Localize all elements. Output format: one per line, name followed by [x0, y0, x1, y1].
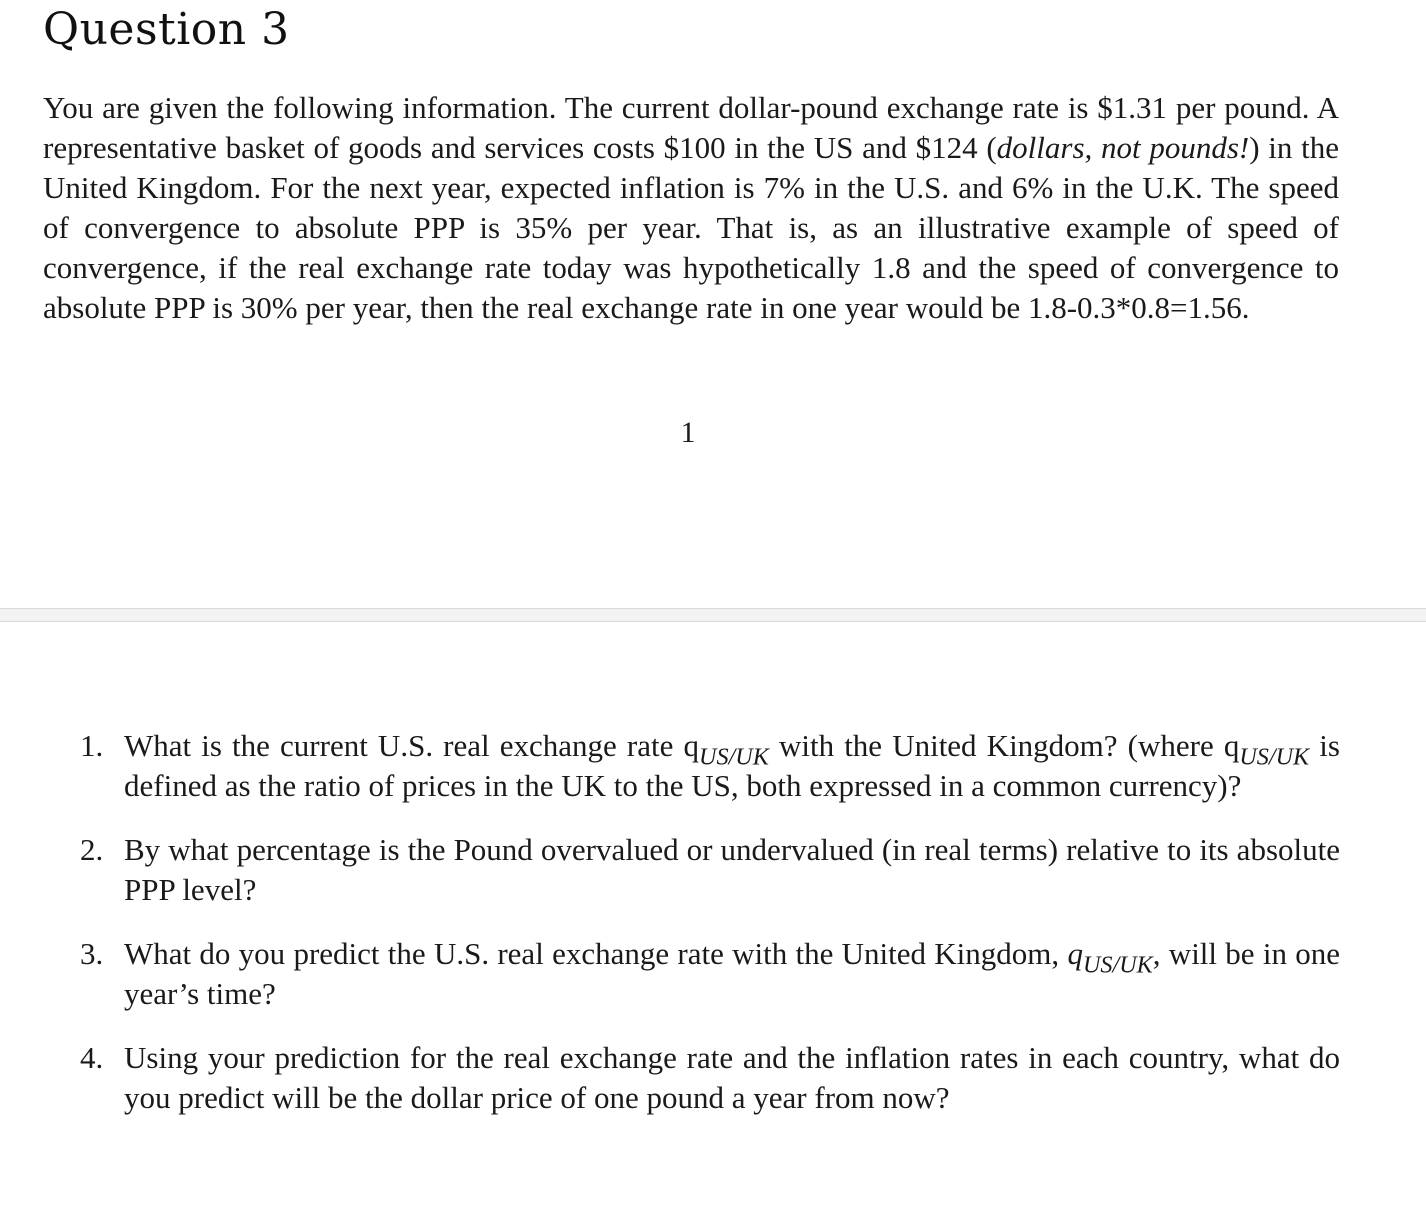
- question-number: 1.: [80, 728, 104, 763]
- q-base: q: [683, 728, 699, 763]
- intro-text-part2: ) in the United Kingdom. For the next year, expected inflation is 7% in the U.S. and 6% in the U.K. The speed of convergence to absolute PPP is 35% per year. That is, as an illustrative example of speed of convergence, if the real exchange rate today was hypothetically 1.8 and the speed of convergence to absolute PPP is 30% per year, then the real exchange rate in one year would be 1.8-0.3*0.8=1.56.: [43, 130, 1339, 325]
- question-text: What do you predict the U.S. real exchange rate with the United Kingdom,: [124, 936, 1068, 971]
- q-subscript: US/UK: [699, 743, 769, 771]
- question-item-2: [80, 830, 1340, 910]
- question-item-3: [80, 934, 1340, 1014]
- intro-text-part1: You are given the following information. The current dollar-pound exchange rate is $1.31 per pound. A representative basket of goods and services costs $100 in the US and $124 (: [43, 90, 1339, 165]
- q-subscript: US/UK: [1082, 951, 1153, 979]
- page-separator: [0, 608, 1426, 622]
- question-text: By what percentage is the Pound overvalued or undervalued (in real terms) relative to its absolute PPP level?: [124, 832, 1340, 907]
- question-text: , will be in one year’s time?: [124, 936, 1340, 1011]
- intro-emphasis: dollars, not pounds!: [996, 130, 1250, 165]
- q-us-uk-symbol: [1223, 728, 1310, 771]
- question-item-1: [80, 726, 1340, 806]
- question-number: 2.: [80, 832, 104, 867]
- question-list: [80, 726, 1340, 1118]
- q-base: q: [1223, 728, 1240, 763]
- question-item-4: [80, 1038, 1340, 1118]
- question-text: What is the current U.S. real exchange rate: [124, 728, 684, 763]
- q-base: q: [1067, 936, 1083, 971]
- question-number: 4.: [80, 1040, 104, 1075]
- page-number: 1: [680, 416, 696, 449]
- question-text: Using your prediction for the real exchange rate and the inflation rates in each country, what do you predict will be the dollar price of one pound a year from now?: [124, 1040, 1340, 1115]
- question-text: is defined as the ratio of prices in the UK to the US, both expressed in a common currency)?: [124, 728, 1340, 803]
- intro-paragraph: [43, 88, 1339, 328]
- question-heading: Question 3: [43, 4, 290, 55]
- q-us-uk-symbol: [1067, 936, 1153, 979]
- question-number: 3.: [80, 936, 104, 971]
- q-us-uk-symbol: [683, 728, 769, 771]
- q-subscript: US/UK: [1239, 743, 1310, 771]
- question-text: with the United Kingdom? (where: [768, 728, 1224, 763]
